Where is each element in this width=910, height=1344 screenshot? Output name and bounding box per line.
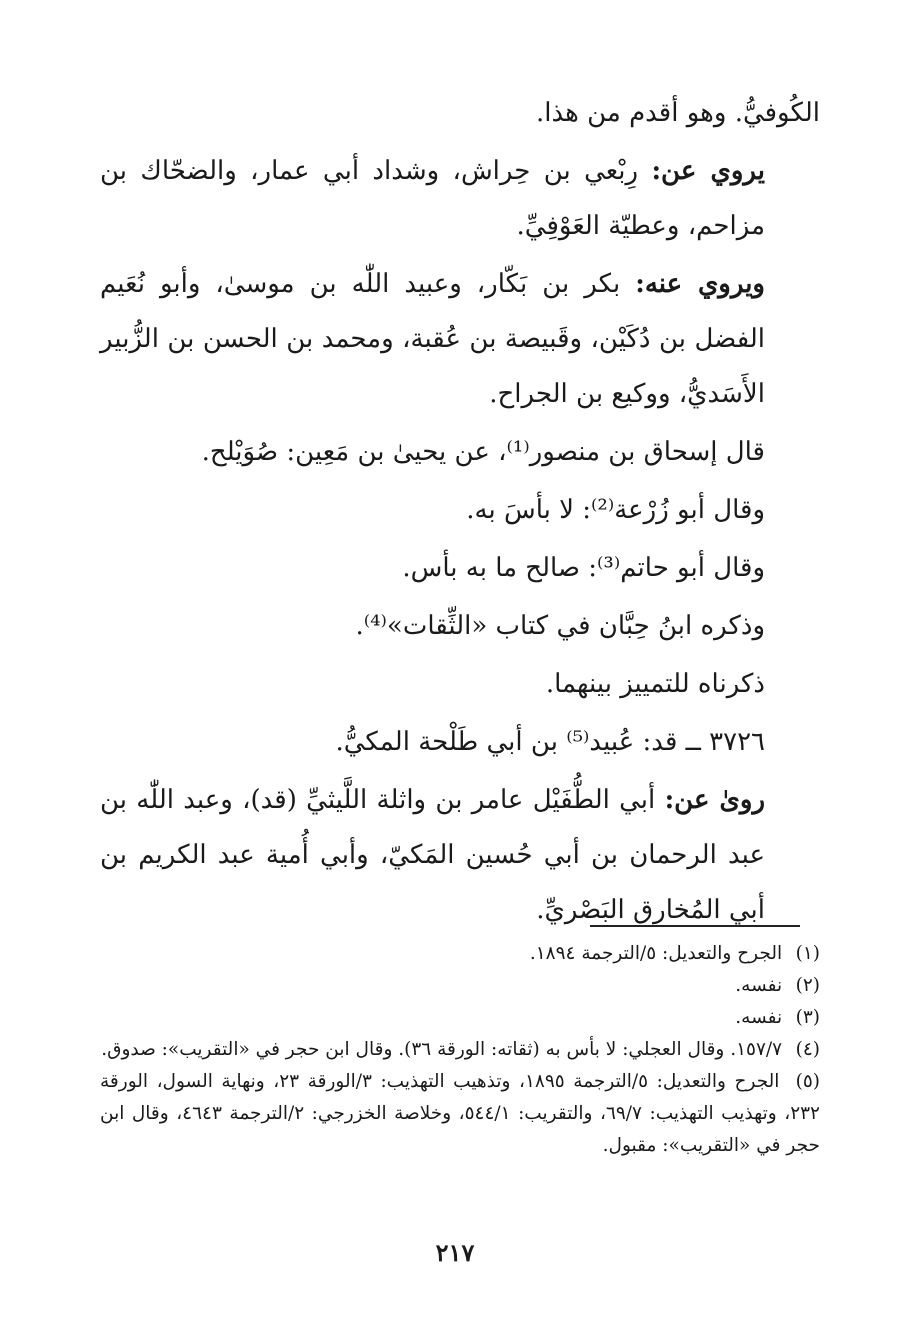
footnote-3: [100, 1002, 820, 1034]
paragraph-abu-zura: وقال أبو زُرْعة⁽²⁾: لا بأسَ به.: [466, 495, 765, 525]
footnote-number: (٣): [795, 1007, 820, 1028]
main-text: [100, 86, 820, 941]
paragraph-distinction: ذكرناه للتمييز بينهما.: [545, 669, 765, 699]
footnote-5: [100, 1066, 820, 1162]
narrated-by-text: بكر بن بَكّار، وعبيد اللّٰه بن موسىٰ، وأبو نُعَيم الفضل بن دُكَيْن، وقَبيصة بن عُقبة، ومحمد بن الحسن بن الزُّبير الأَسَديُّ، ووكيع بن الجراح.: [100, 269, 765, 409]
narrated-by-label: ويروي عنه:: [635, 269, 765, 299]
narrated-from-label-2: روىٰ عن:: [664, 785, 765, 815]
narrated-from-text-2: أبي الطُّفَيْل عامر بن واثلة اللَّيثيِّ (قد)، وعبد اللّٰه بن عبد الرحمان بن أبي حُسين المَكيّ، وأبي أُمية عبد الكريم بن أبي المُخارق البَصْريِّ.: [100, 785, 765, 925]
footnote-separator: [590, 925, 800, 927]
paragraph-ishaq: قال إسحاق بن منصور⁽¹⁾، عن يحيىٰ بن مَعِين: صُوَيْلح.: [201, 437, 765, 467]
footnote-number: (١): [795, 943, 820, 964]
footnote-1: [100, 938, 820, 970]
paragraph-narrates-from: [100, 144, 820, 254]
paragraph-narrated-from-2: [100, 773, 820, 938]
paragraph-1: الكُوفيُّ. وهو أقدم من هذا.: [535, 98, 820, 128]
footnote-number: (٢): [795, 975, 820, 996]
narrates-from-text: رِبْعي بن حِراش، وشداد أبي عمار، والضحّاك بن مزاحم، وعطيّة العَوْفِيِّ.: [100, 156, 765, 241]
footnote-text: الجرح والتعديل: ٥/الترجمة ١٨٩٤.: [529, 943, 783, 964]
footnote-2: [100, 970, 820, 1002]
paragraph-narrated-by: [100, 257, 820, 422]
narrates-from-label: يروي عن:: [651, 156, 765, 186]
footnote-text: ١٥٧/٧. وقال العجلي: لا بأس به (ثقاته: الورقة ٣٦). وقال ابن حجر في «التقريب»: صدوق.: [101, 1039, 783, 1060]
footnote-text: نفسه.: [735, 975, 783, 996]
footnotes: [100, 938, 820, 1162]
footnote-text: نفسه.: [735, 1007, 783, 1028]
page-number: ٢١٧: [435, 1238, 475, 1267]
footnote-number: (٥): [795, 1071, 820, 1092]
footnote-number: (٤): [795, 1039, 820, 1060]
footnote-text: الجرح والتعديل: ٥/الترجمة ١٨٩٥، وتذهيب التهذيب: ٣/الورقة ٢٣، ونهاية السول، الورقة ٢٣٢، وتهذيب التهذيب: ٦٩/٧، والتقريب: ٥٤٤/١، وخلاصة الخزرجي: ٢/الترجمة ٤٦٤٣، وقال ابن حجر في «التقريب»: مقبول.: [100, 1071, 820, 1156]
paragraph-abu-hatim: وقال أبو حاتم⁽³⁾: صالح ما به بأس.: [402, 553, 765, 583]
footnote-4: [100, 1034, 820, 1066]
entry-heading: ٣٧٢٦ ــ قد: عُبيد⁽⁵⁾ بن أبي طَلْحة المكيُّ.: [335, 727, 765, 757]
paragraph-ibn-hibban: وذكره ابنُ حِبَّان في كتاب «الثِّقات»⁽⁴⁾.: [355, 611, 765, 641]
